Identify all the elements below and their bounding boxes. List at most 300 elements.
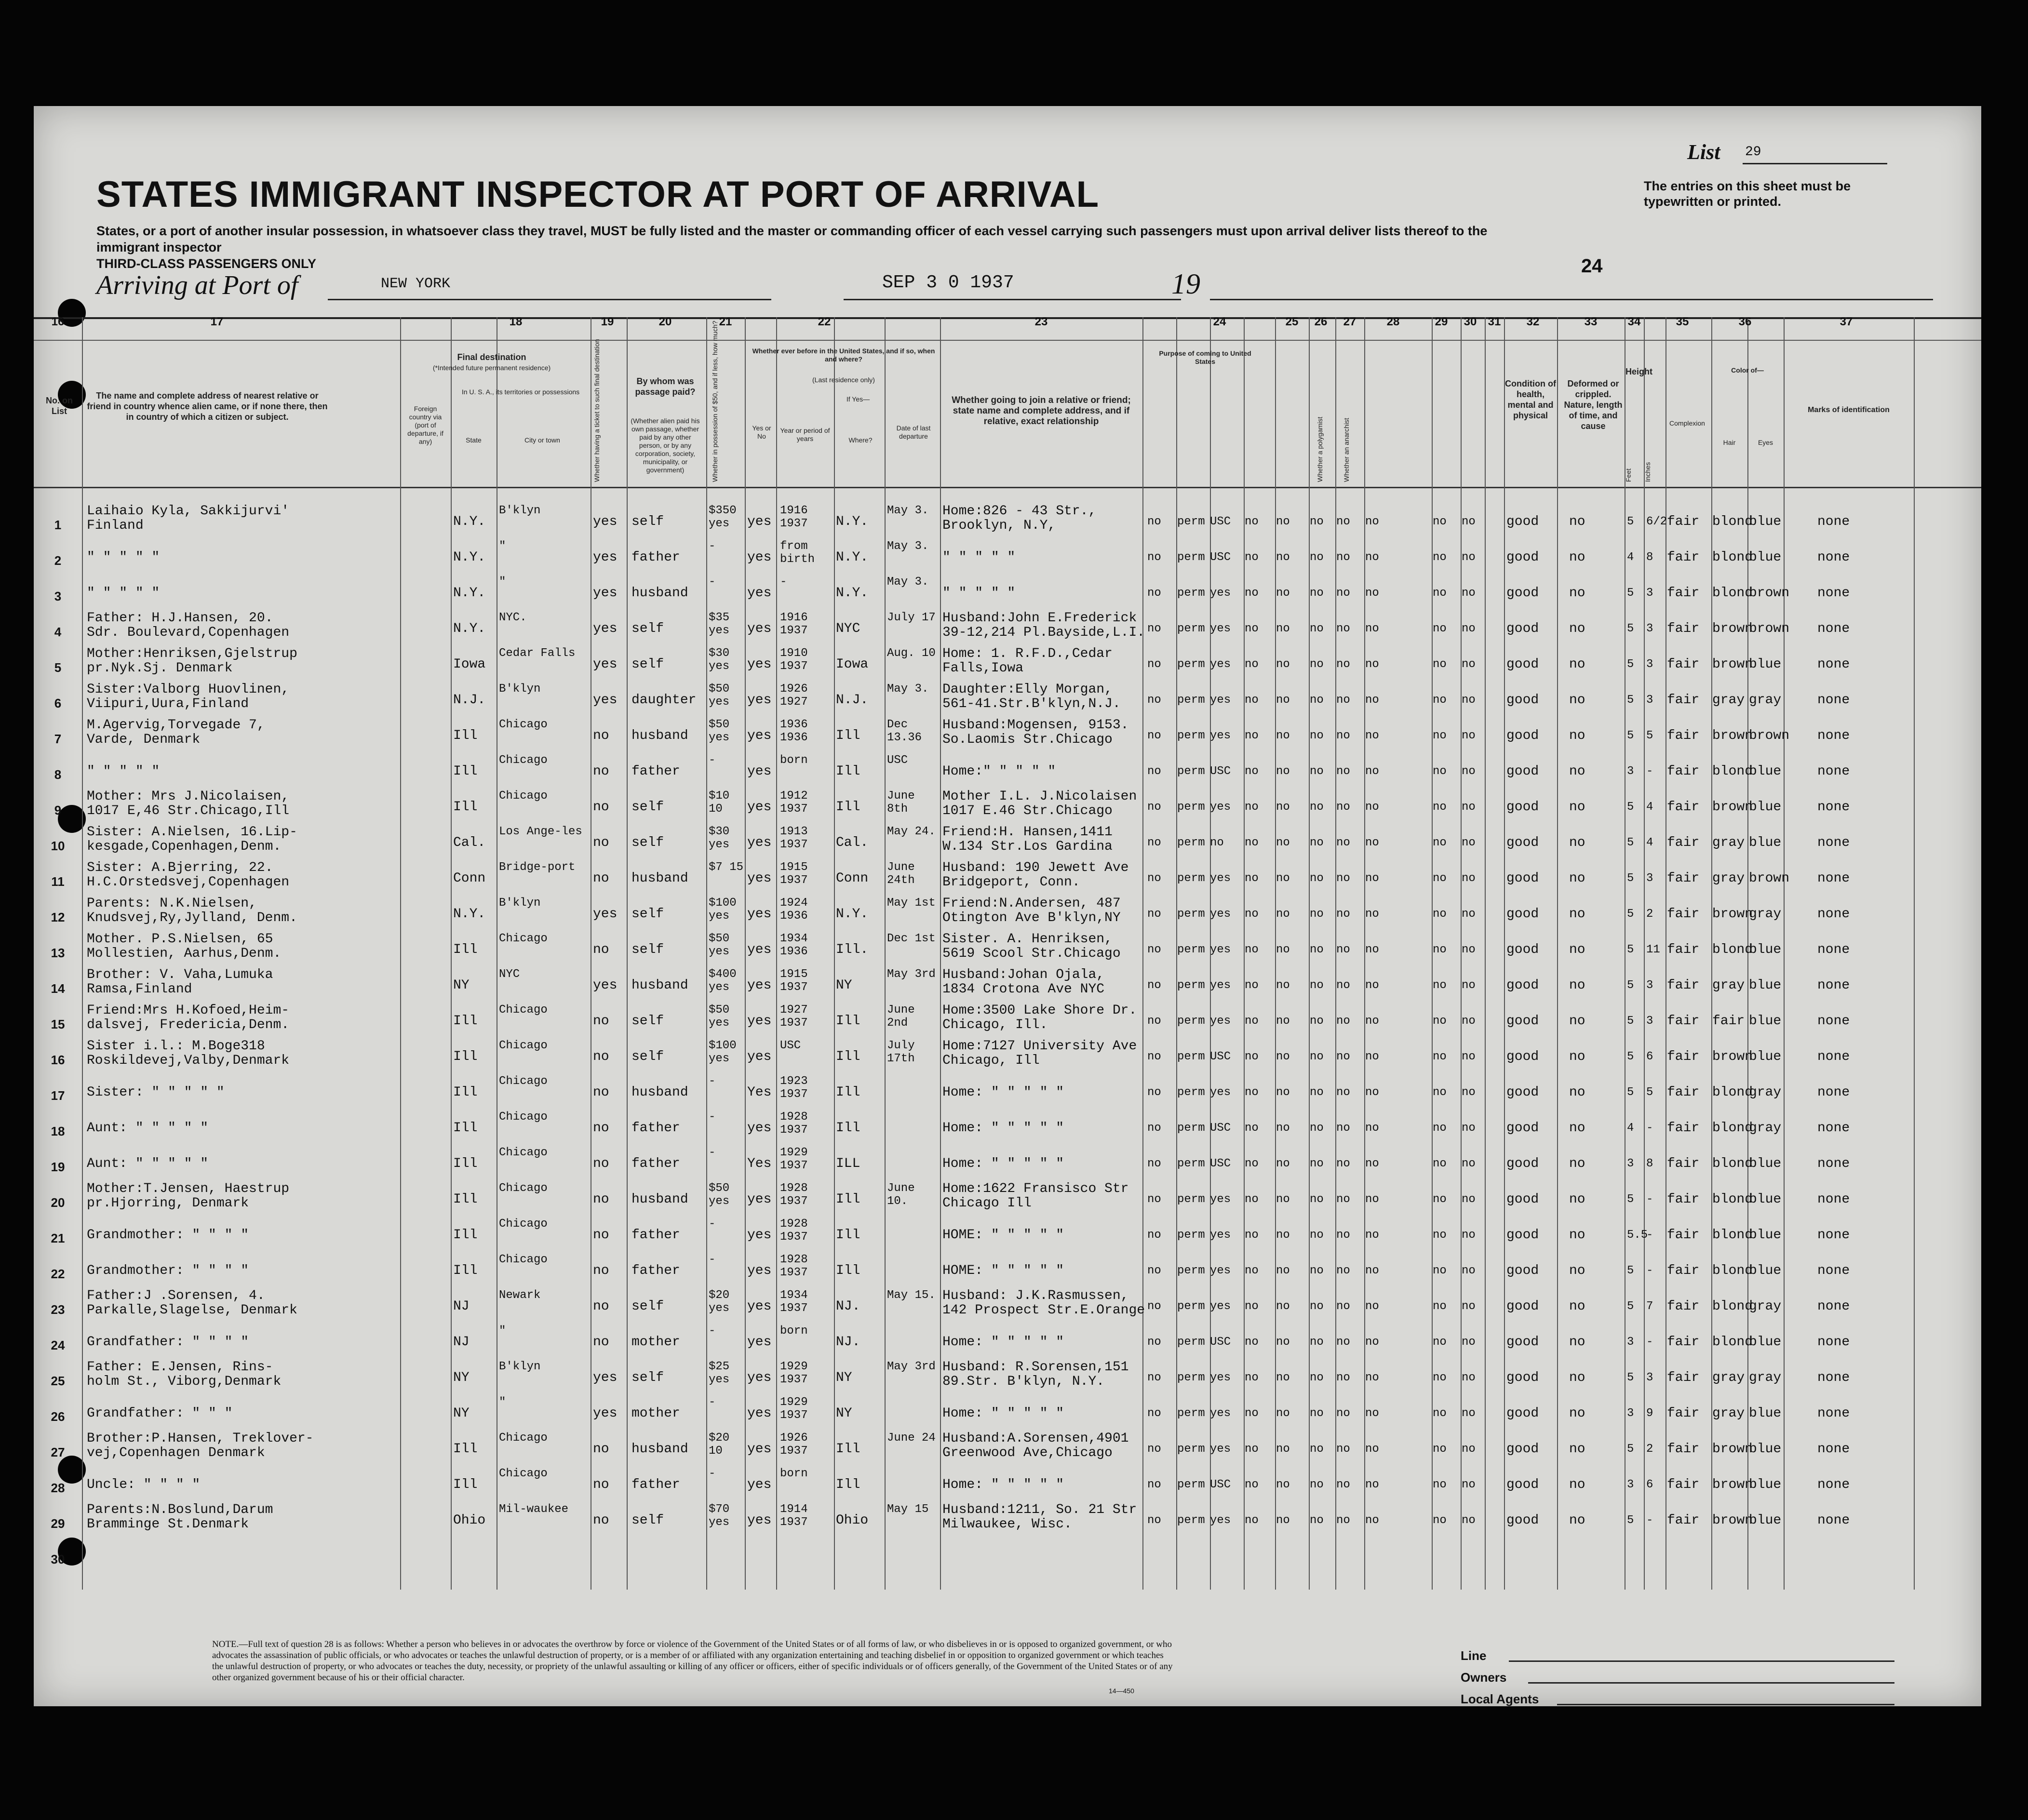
cell-c24c: yes: [1210, 979, 1231, 992]
cell-comp: fair: [1667, 693, 1700, 708]
hdr-last-residence: (Last residence only): [812, 376, 875, 384]
cell-city: NYC: [499, 968, 520, 981]
cell-ticket: no: [593, 1477, 609, 1492]
cell-dep: June 8th: [887, 790, 915, 816]
cell-marks: none: [1817, 1406, 1850, 1421]
cell-where: Cal.: [836, 835, 869, 850]
cell-hair: blond: [1712, 942, 1753, 957]
cell-comp: fair: [1667, 1513, 1700, 1528]
cell-c24b: perm: [1177, 1336, 1205, 1349]
cell-def: no: [1569, 1442, 1585, 1457]
cell-comp: fair: [1667, 1156, 1700, 1171]
cell-marks: none: [1817, 1477, 1850, 1492]
cell-ft: 5: [1627, 658, 1634, 671]
row-number: 20: [51, 1195, 65, 1210]
cell-where: NY: [836, 1406, 852, 1421]
relative-address-line: Finland: [87, 518, 144, 533]
row-number: 22: [51, 1267, 65, 1281]
cell-c29: no: [1365, 515, 1379, 528]
joining-address-line: Greenwood Ave,Chicago: [942, 1445, 1113, 1460]
cell-c28: no: [1336, 1443, 1350, 1456]
joining-address-line: So.Laomis Str.Chicago: [942, 732, 1113, 747]
row-number: 5: [54, 660, 62, 675]
cell-city: Chicago: [499, 1218, 548, 1231]
cell-c31: no: [1462, 1478, 1476, 1491]
cell-paid: self: [631, 1299, 664, 1314]
cell-in: 5: [1646, 1086, 1653, 1099]
cell-eyes: blue: [1749, 800, 1782, 815]
cell-state: N.Y.: [453, 550, 486, 565]
cell-hair: brown: [1712, 800, 1753, 815]
cell-city: B'klyn: [499, 682, 541, 696]
cell-city: Chicago: [499, 1146, 548, 1159]
cell-c25: no: [1245, 1193, 1259, 1206]
cell-c27: no: [1310, 872, 1324, 885]
cell-eyes: blue: [1749, 942, 1782, 957]
joining-address-line: Home: 1. R.F.D.,Cedar: [942, 646, 1113, 661]
table-row: [34, 929, 1981, 963]
cell-where: Ohio: [836, 1513, 869, 1528]
cell-c24c: USC: [1210, 1050, 1231, 1063]
cell-c24c: yes: [1210, 1407, 1231, 1420]
cell-state: Ill: [453, 942, 478, 957]
relative-address-line: Mother. P.S.Nielsen, 65: [87, 932, 273, 947]
cell-ft: 5: [1627, 729, 1634, 742]
line-label: Line: [1461, 1648, 1487, 1663]
cell-years: 1929 1937: [780, 1396, 808, 1422]
cell-paid: father: [631, 764, 680, 779]
agents-label: Local Agents: [1461, 1692, 1539, 1706]
hdr-state: State: [466, 436, 482, 444]
cell-health: good: [1506, 764, 1539, 779]
cell-health: good: [1506, 1442, 1539, 1457]
row-number: 6: [54, 696, 62, 710]
cell-money: $50 yes: [709, 1004, 730, 1030]
cell-before: yes: [747, 1263, 772, 1278]
column-number: 23: [1034, 315, 1048, 328]
cell-ticket: yes: [593, 621, 618, 636]
hdr-color-of: Color of—: [1731, 366, 1764, 374]
cell-c26: no: [1276, 1229, 1290, 1242]
cell-money: $100 yes: [709, 897, 737, 923]
cell-marks: none: [1817, 657, 1850, 672]
cell-ticket: no: [593, 1014, 609, 1029]
joining-address-line: Husband: J.K.Rasmussen,: [942, 1288, 1129, 1303]
cell-comp: fair: [1667, 978, 1700, 993]
relative-address-line: Sister: A.Nielsen, 16.Lip-: [87, 825, 297, 840]
cell-dep: May 3.: [887, 504, 929, 517]
cell-def: no: [1569, 1014, 1585, 1029]
joining-address-line: Home:826 - 43 Str.,: [942, 504, 1097, 519]
footer-note: NOTE.—Full text of question 28 is as follows: Whether a person who believes in or advocates the overthrow by force or violence of the Government of the United States or of all forms of law, or who disbelieves in or is opposed to organized government, or who advocates the assassination of public officials, or who advocates or teaches the unlawful destruction of property, or is a member of or affiliated with any organization entertaining and teaching disbelief in or opposition to organized government or which teaches the unlawful destruction of property, or who advocates or teaches the duty, necessity, or propriety of the unlawful assaulting or killing of any officer or officers, either of specific individuals or of officers generally, of the Government of the United States or of any other organized government because of his or their official character.: [212, 1639, 1173, 1683]
cell-where: Ill: [836, 1263, 860, 1278]
cell-c31: no: [1462, 658, 1476, 671]
cell-where: Ill: [836, 1442, 860, 1457]
cell-c29: no: [1365, 872, 1379, 885]
cell-marks: none: [1817, 586, 1850, 601]
cell-c26: no: [1276, 1086, 1290, 1099]
joining-address-line: Home:1622 Fransisco Str: [942, 1181, 1129, 1196]
owners-label: Owners: [1461, 1670, 1507, 1685]
hdr-polygamist: Whether a polygamist: [1316, 416, 1324, 482]
cell-c26: no: [1276, 1300, 1290, 1313]
cell-c28: no: [1336, 1514, 1350, 1527]
cell-where: Ill.: [836, 942, 869, 957]
cell-c27: no: [1310, 979, 1324, 992]
cell-dep: Aug. 10: [887, 647, 936, 660]
manifest-sheet: [34, 106, 1981, 1706]
cell-c24c: no: [1210, 836, 1224, 849]
row-number: 29: [51, 1516, 65, 1531]
joining-address-line: Mother I.L. J.Nicolaisen: [942, 789, 1137, 804]
cell-money: -: [709, 575, 716, 589]
joining-address-line: Chicago Ill: [942, 1196, 1032, 1211]
port-underline: [328, 299, 771, 300]
year-underline: [1210, 299, 1933, 300]
cell-ticket: no: [593, 1335, 609, 1350]
cell-marks: none: [1817, 800, 1850, 815]
joining-address-line: Falls,Iowa: [942, 661, 1024, 676]
cell-where: Ill: [836, 1085, 860, 1100]
cell-hair: blond: [1712, 1192, 1753, 1207]
cell-before: yes: [747, 1513, 772, 1528]
cell-c27: no: [1310, 801, 1324, 814]
row-number: 18: [51, 1124, 65, 1138]
cell-years: born: [780, 1325, 808, 1338]
cell-c28: no: [1336, 1157, 1350, 1170]
cell-before: yes: [747, 1192, 772, 1207]
cell-c25: no: [1245, 1122, 1259, 1135]
cell-def: no: [1569, 1049, 1585, 1064]
cell-c31: no: [1462, 1264, 1476, 1277]
cell-c25: no: [1245, 1300, 1259, 1313]
cell-in: -: [1646, 765, 1653, 778]
cell-c26: no: [1276, 801, 1290, 814]
cell-state: N.Y.: [453, 907, 486, 922]
table-row: [34, 1393, 1981, 1427]
list-label: List: [1687, 140, 1720, 164]
cell-where: NYC: [836, 621, 860, 636]
cell-c25: no: [1245, 1443, 1259, 1456]
cell-c29: no: [1365, 1050, 1379, 1063]
hdr-eyes: Eyes: [1758, 439, 1773, 446]
column-number: 18: [509, 315, 523, 328]
cell-years: 1934 1936: [780, 932, 808, 958]
hdr-year-period: Year or period of years: [780, 427, 830, 442]
table-row: [34, 1322, 1981, 1355]
cell-health: good: [1506, 728, 1539, 743]
cell-before: Yes: [747, 1085, 772, 1100]
cell-c30: no: [1433, 1478, 1447, 1491]
cell-eyes: gray: [1749, 1121, 1782, 1136]
form-code: 14—450: [1109, 1687, 1134, 1695]
cell-dep: Dec 13.36: [887, 718, 922, 744]
cell-paid: self: [631, 1513, 664, 1528]
cell-hair: blond: [1712, 1085, 1753, 1100]
cell-c24: no: [1147, 1157, 1161, 1170]
cell-c24: no: [1147, 1478, 1161, 1491]
cell-years: USC: [780, 1039, 801, 1052]
joining-address-line: Home: " " " " ": [942, 1121, 1064, 1136]
cell-def: no: [1569, 1263, 1585, 1278]
cell-hair: blond: [1712, 764, 1753, 779]
cell-before: yes: [747, 550, 772, 565]
hdr-height: Height: [1625, 367, 1652, 376]
relative-address-line: Brother:P.Hansen, Treklover-: [87, 1431, 314, 1446]
hdr-complexion: Complexion: [1669, 419, 1705, 427]
cell-before: yes: [747, 1014, 772, 1029]
relative-address-line: Roskildevej,Valby,Denmark: [87, 1053, 290, 1068]
cell-paid: self: [631, 800, 664, 815]
cell-dep: May 3.: [887, 682, 929, 696]
cell-eyes: gray: [1749, 1299, 1782, 1314]
cell-marks: none: [1817, 1263, 1850, 1278]
cell-c24c: yes: [1210, 658, 1231, 671]
table-row: [34, 1001, 1981, 1034]
cell-c31: no: [1462, 1229, 1476, 1242]
cell-health: good: [1506, 693, 1539, 708]
cell-health: good: [1506, 657, 1539, 672]
cell-in: 11: [1646, 943, 1660, 956]
cell-paid: father: [631, 1263, 680, 1278]
hdr-anarchist: Whether an anarchist: [1343, 417, 1350, 482]
relative-address-line: Parents: N.K.Nielsen,: [87, 896, 257, 911]
cell-c24: no: [1147, 1229, 1161, 1242]
cell-c30: no: [1433, 1086, 1447, 1099]
cell-c29: no: [1365, 658, 1379, 671]
date-underline: [844, 299, 1181, 300]
relative-address-line: holm St., Viborg,Denmark: [87, 1374, 282, 1389]
table-row: [34, 644, 1981, 678]
cell-where: Ill: [836, 728, 860, 743]
cell-comp: fair: [1667, 1263, 1700, 1278]
cell-c24c: yes: [1210, 872, 1231, 885]
cell-c24b: perm: [1177, 587, 1205, 600]
cell-dep: May 3.: [887, 540, 929, 553]
table-row: [34, 1250, 1981, 1284]
cell-ft: 3: [1627, 1478, 1634, 1491]
column-number: 21: [719, 315, 732, 328]
cell-c25: no: [1245, 1264, 1259, 1277]
cell-c26: no: [1276, 979, 1290, 992]
cell-c29: no: [1365, 1122, 1379, 1135]
cell-paid: father: [631, 1156, 680, 1171]
cell-paid: mother: [631, 1406, 680, 1421]
table-row: [34, 965, 1981, 999]
cell-years: 1913 1937: [780, 825, 808, 851]
cell-years: 1910 1937: [780, 647, 808, 673]
cell-comp: fair: [1667, 550, 1700, 565]
cell-where: Ill: [836, 1014, 860, 1029]
cell-ticket: yes: [593, 657, 618, 672]
cell-hair: brown: [1712, 657, 1753, 672]
cell-ticket: yes: [593, 1370, 618, 1385]
cell-c24b: perm: [1177, 801, 1205, 814]
column-number: 22: [818, 315, 831, 328]
cell-ticket: no: [593, 1049, 609, 1064]
cell-dep: May 15: [887, 1503, 929, 1516]
cell-c24c: yes: [1210, 1300, 1231, 1313]
cell-before: yes: [747, 586, 772, 601]
cell-city: Chicago: [499, 1467, 548, 1480]
cell-c31: no: [1462, 587, 1476, 600]
cell-c30: no: [1433, 587, 1447, 600]
cell-city: Mil-waukee: [499, 1503, 569, 1516]
cell-where: N.Y.: [836, 907, 869, 922]
cell-c28: no: [1336, 1336, 1350, 1349]
cell-c31: no: [1462, 1336, 1476, 1349]
cell-in: -: [1646, 1514, 1653, 1527]
cell-years: 1934 1937: [780, 1289, 808, 1315]
cell-hair: gray: [1712, 978, 1745, 993]
cell-ft: 3: [1627, 1407, 1634, 1420]
cell-paid: husband: [631, 1192, 688, 1207]
joining-address-line: Milwaukee, Wisc.: [942, 1517, 1072, 1532]
cell-health: good: [1506, 1085, 1539, 1100]
cell-c30: no: [1433, 979, 1447, 992]
joining-address-line: HOME: " " " " ": [942, 1228, 1064, 1243]
hdr-feet: Feet: [1625, 468, 1632, 482]
relative-address-line: Grandfather: " " " ": [87, 1335, 249, 1350]
cell-health: good: [1506, 978, 1539, 993]
hdr-in-usa: In U. S. A., its territories or possessions: [461, 388, 580, 396]
cell-def: no: [1569, 1299, 1585, 1314]
hdr-date-departure: Date of last departure: [896, 424, 931, 440]
cell-marks: none: [1817, 1513, 1850, 1528]
cell-money: $400 yes: [709, 968, 737, 994]
cell-health: good: [1506, 1513, 1539, 1528]
joining-address-line: Husband:A.Sorensen,4901: [942, 1431, 1129, 1446]
cell-where: N.Y.: [836, 586, 869, 601]
cell-years: 1928 1937: [780, 1111, 808, 1137]
cell-c26: no: [1276, 694, 1290, 707]
cell-c25: no: [1245, 622, 1259, 635]
cell-c26: no: [1276, 622, 1290, 635]
cell-c24c: yes: [1210, 1514, 1231, 1527]
cell-c24b: perm: [1177, 1443, 1205, 1456]
cell-marks: none: [1817, 1192, 1850, 1207]
cell-ticket: yes: [593, 978, 618, 993]
cell-city: ": [499, 575, 506, 589]
cell-c25: no: [1245, 908, 1259, 921]
relative-address-line: Sister:Valborg Huovlinen,: [87, 682, 290, 697]
cell-ft: 5: [1627, 1015, 1634, 1028]
joining-address-line: Home:3500 Lake Shore Dr.: [942, 1003, 1137, 1018]
cell-def: no: [1569, 800, 1585, 815]
cell-c31: no: [1462, 1300, 1476, 1313]
cell-c25: no: [1245, 1336, 1259, 1349]
cell-c27: no: [1310, 1371, 1324, 1384]
cell-def: no: [1569, 1370, 1585, 1385]
cell-c30: no: [1433, 515, 1447, 528]
cell-health: good: [1506, 1156, 1539, 1171]
cell-c24: no: [1147, 979, 1161, 992]
cell-dep: June 10.: [887, 1182, 915, 1208]
cell-hair: blond: [1712, 514, 1753, 529]
cell-c25: no: [1245, 515, 1259, 528]
column-number: 32: [1526, 315, 1540, 328]
hdr-hair: Hair: [1723, 439, 1736, 446]
cell-c30: no: [1433, 1157, 1447, 1170]
cell-c29: no: [1365, 587, 1379, 600]
row-number: 13: [51, 946, 65, 960]
cell-c24b: perm: [1177, 836, 1205, 849]
cell-dep: Dec 1st: [887, 932, 936, 945]
cell-paid: self: [631, 907, 664, 922]
cell-health: good: [1506, 1192, 1539, 1207]
cell-c25: no: [1245, 1229, 1259, 1242]
cell-def: no: [1569, 1477, 1585, 1492]
cell-comp: fair: [1667, 1370, 1700, 1385]
cell-health: good: [1506, 1263, 1539, 1278]
cell-eyes: blue: [1749, 1477, 1782, 1492]
list-underline: [1743, 163, 1887, 164]
subtitle-text: States, or a port of another insular possession, in whatsoever class they travel, MUST be fully listed and the master or commanding officer of each vessel carrying such passengers must upon arrival deliver lists thereof to the immigrant inspector: [96, 224, 1488, 254]
cell-c30: no: [1433, 1371, 1447, 1384]
cell-c29: no: [1365, 1193, 1379, 1206]
cell-c24: no: [1147, 801, 1161, 814]
cell-hair: brown: [1712, 1049, 1753, 1064]
relative-address-line: H.C.Orstedsvej,Copenhagen: [87, 875, 290, 890]
hdr-nearest-relative: The name and complete address of nearest relative or friend in country whence alien came, or if none there, then in country of which a citizen or subject.: [87, 391, 328, 422]
relative-address-line: Mother:T.Jensen, Haestrup: [87, 1181, 290, 1196]
joining-address-line: Husband: R.Sorensen,151: [942, 1360, 1129, 1375]
cell-c28: no: [1336, 587, 1350, 600]
cell-def: no: [1569, 871, 1585, 886]
cell-health: good: [1506, 621, 1539, 636]
column-number: 33: [1584, 315, 1598, 328]
cell-eyes: blue: [1749, 1228, 1782, 1243]
cell-hair: brown: [1712, 621, 1753, 636]
cell-c24b: perm: [1177, 872, 1205, 885]
cell-c24b: perm: [1177, 1514, 1205, 1527]
cell-c24c: yes: [1210, 1086, 1231, 1099]
table-row: [34, 1108, 1981, 1141]
cell-c31: no: [1462, 1157, 1476, 1170]
relative-address-line: dalsvej, Fredericia,Denm.: [87, 1017, 290, 1032]
cell-comp: fair: [1667, 1406, 1700, 1421]
relative-address-line: Mollestien, Aarhus,Denm.: [87, 946, 282, 961]
row-number: 14: [51, 981, 65, 996]
cell-health: good: [1506, 1049, 1539, 1064]
cell-health: good: [1506, 1335, 1539, 1350]
cell-c29: no: [1365, 801, 1379, 814]
cell-c24c: USC: [1210, 1122, 1231, 1135]
joining-address-line: Home:7127 University Ave: [942, 1039, 1137, 1054]
row-number: 11: [51, 874, 65, 889]
cell-hair: brown: [1712, 907, 1753, 922]
cell-hair: brown: [1712, 1477, 1753, 1492]
table-row: [34, 751, 1981, 785]
cell-before: yes: [747, 1477, 772, 1492]
cell-money: -: [709, 1146, 716, 1159]
table-row: [34, 1500, 1981, 1534]
cell-years: 1926 1927: [780, 682, 808, 709]
cell-hair: fair: [1712, 1014, 1745, 1029]
cell-c27: no: [1310, 1300, 1324, 1313]
cell-c24c: yes: [1210, 1443, 1231, 1456]
cell-c29: no: [1365, 1015, 1379, 1028]
cell-c24b: perm: [1177, 1371, 1205, 1384]
cell-city: Chicago: [499, 1432, 548, 1445]
cell-ft: 5: [1627, 908, 1634, 921]
cell-hair: blond: [1712, 1299, 1753, 1314]
cell-marks: none: [1817, 871, 1850, 886]
cell-c24c: yes: [1210, 622, 1231, 635]
cell-years: 1927 1937: [780, 1004, 808, 1030]
cell-marks: none: [1817, 514, 1850, 529]
cell-money: $7 15: [709, 861, 744, 874]
